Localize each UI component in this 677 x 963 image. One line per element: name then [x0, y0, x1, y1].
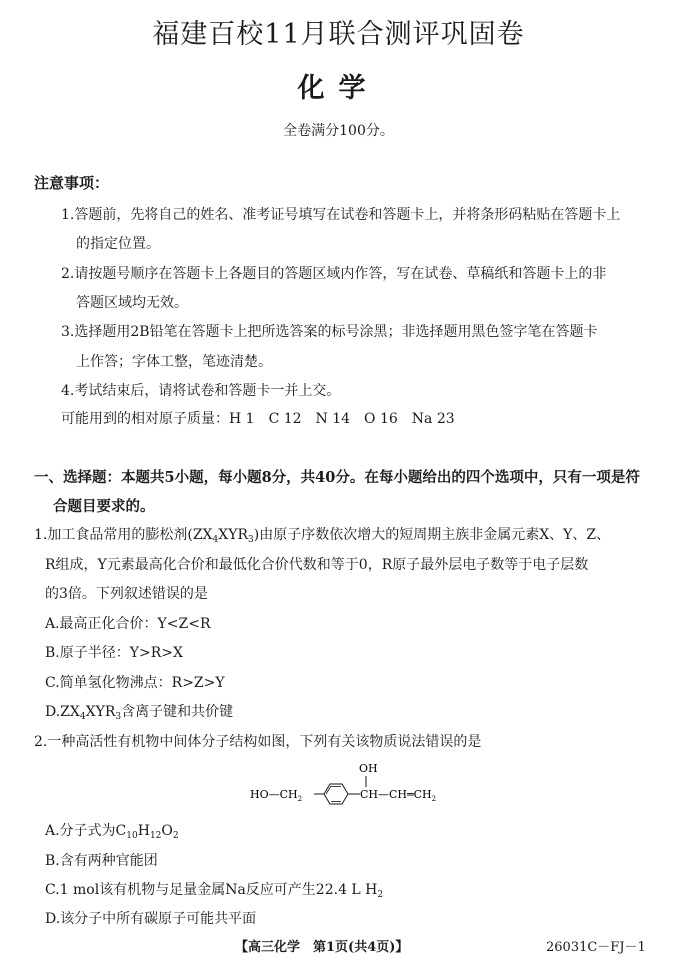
structure-left-text: $HO—CH_2$	[250, 788, 303, 803]
atomic-mass-line: 可能用到的相对原子质量：H 1 C 12 N 14 O 16 Na 23	[61, 411, 455, 427]
question-1-stem-cont: 的3倍。下列叙述错误的是	[45, 586, 208, 602]
structure-oh-text: OH	[359, 762, 378, 775]
note-line: 答题区域均无效。	[76, 295, 188, 311]
score-note: 全卷满分100分。	[283, 123, 394, 139]
option-a: A.最高正化合价：Y<Z<R	[45, 616, 211, 632]
note-line: 2.请按题号顺序在答题卡上各题目的答题区域内作答，写在试卷、草稿纸和答题卡上的非	[61, 266, 607, 282]
section-heading: 一、选择题：本题共5小题，每小题8分，共40分。在每小题给出的四个选项中，只有一项是符	[34, 469, 640, 486]
option-b: B.含有两种官能团	[45, 853, 158, 869]
question-2-stem: 2.一种高活性有机物中间体分子结构如图，下列有关该物质说法错误的是	[34, 734, 482, 750]
molecule-structure	[250, 758, 460, 808]
option-d: D.该分子中所有碳原子可能共平面	[45, 911, 257, 927]
note-line: 的指定位置。	[76, 236, 160, 252]
question-1-stem: 1.加工食品常用的膨松剂$(ZX_4XYR_3)$由原子序数依次增大的短周期主族非金属元素X、Y、Z、	[34, 527, 611, 545]
page-footer: 【高三化学 第1页(共4页)】	[235, 940, 409, 955]
option-b: B.原子半径：Y>R>X	[45, 645, 183, 661]
option-a: A.分子式为$C_{10}H_{12}O_2$	[45, 823, 179, 841]
note-line: 1.答题前，先将自己的姓名、准考证号填写在试卷和答题卡上，并将条形码粘贴在答题卡上	[61, 207, 621, 223]
note-line: 上作答；字体工整，笔迹清楚。	[76, 354, 272, 370]
structure-right-text: $CH—CH═CH_2$	[360, 788, 437, 803]
subject-title: 化学	[297, 73, 380, 104]
benzene-ring-diagram	[250, 758, 460, 808]
option-d: $D.ZX_4XYR_3$含离子键和共价键	[45, 704, 234, 722]
paper-code: 26031C－FJ－1	[546, 940, 646, 955]
note-line: 4.考试结束后，请将试卷和答题卡一并上交。	[61, 383, 341, 399]
question-1-stem-cont: R组成，Y元素最高化合价和最低化合价代数和等于0，R原子最外层电子数等于电子层数	[45, 557, 589, 573]
note-line: 3.选择题用2B铅笔在答题卡上把所选答案的标号涂黑；非选择题用黑色签字笔在答题卡	[61, 324, 598, 340]
option-c: C.简单氢化物沸点：R>Z>Y	[45, 675, 225, 691]
exam-title: 福建百校11月联合测评巩固卷	[152, 19, 525, 50]
option-c: C.1 mol该有机物与足量金属Na反应可产生22.4 L $H_2$	[45, 882, 384, 900]
section-heading-cont: 合题目要求的。	[53, 498, 155, 515]
notes-heading: 注意事项：	[34, 174, 110, 192]
